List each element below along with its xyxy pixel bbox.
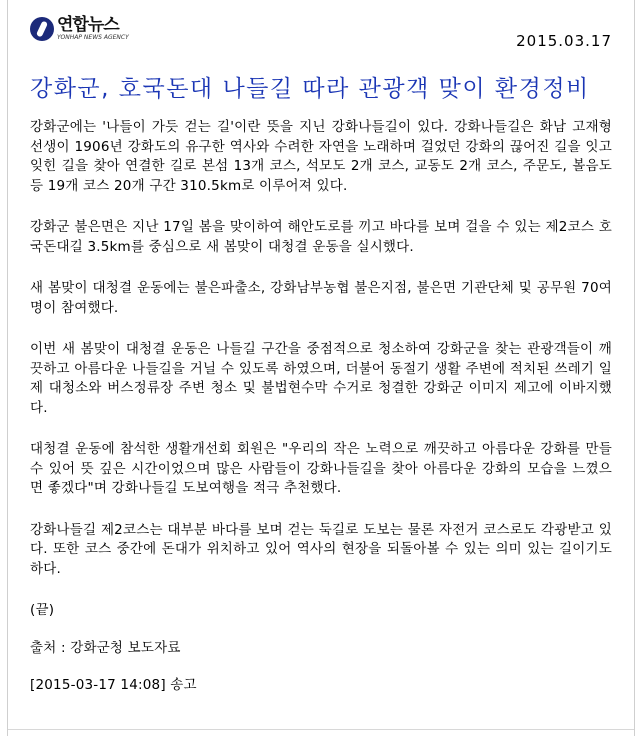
header bbox=[8, 0, 634, 58]
paragraph: 새 봄맞이 대청결 운동에는 불은파출소, 강화남부농협 불은지점, 불은면 기관단체 및 공무원 70여 명이 참여했다. bbox=[30, 280, 612, 316]
article-title: 강화군, 호국돈대 나들길 따라 관광객 맞이 환경정비 bbox=[30, 76, 590, 102]
logo-korean-text: 연합뉴스 bbox=[57, 15, 119, 35]
paragraph: 대청결 운동에 참석한 생활개선회 회원은 "우리의 작은 노력으로 깨끗하고 아름다운 강화를 만들 수 있어 뜻 깊은 시간이었으며 많은 사람들이 강화나들길을 찾아 아름다운 강화의 모습을 느꼈으면 좋겠다"며 강화나들길 도보여행을 적극 추천했다. bbox=[30, 441, 612, 496]
article-body bbox=[30, 118, 612, 696]
paragraph: 강화군에는 '나들이 가듯 걷는 길'이란 뜻을 지닌 강화나들길이 있다. 강화나들길은 화남 고재형 선생이 1906년 강화도의 유구한 역사와 수려한 자연을 노래하며 걸었던 강화의 끊어진 길을 잇고 잊힌 길을 찾아 연결한 길로 본섬 13개 코스, 석모도 2개 코스, 교동도 2개 코스, 주문도, 볼음도 등 19개 코스 20개 구간 310.5km로 이루어져 있다. bbox=[30, 119, 612, 194]
publish-date: 2015.03.17 bbox=[516, 32, 612, 50]
yonhap-logo bbox=[30, 17, 129, 41]
bottom-divider bbox=[8, 729, 634, 730]
paragraph: 강화군 불은면은 지난 17일 봄을 맞이하여 해안도로를 끼고 바다를 보며 걸을 수 있는 제2코스 호국돈대길 3.5km를 중심으로 새 봄맞이 대청결 운동을 실시했다. bbox=[30, 219, 612, 255]
send-timestamp: [2015-03-17 14:08] 송고 bbox=[30, 677, 197, 693]
source-line: 출처 : 강화군청 보도자료 bbox=[30, 639, 181, 656]
paragraph: 강화나들길 제2코스는 대부분 바다를 보며 걷는 둑길로 도보는 물론 자전거 코스로도 각광받고 있다. 또한 코스 중간에 돈대가 위치하고 있어 역사의 현장을 되돌아볼 수 있는 의미 있는 길이기도 하다. bbox=[30, 521, 612, 577]
logo-english-text: YONHAP NEWS AGENCY bbox=[57, 34, 129, 41]
end-mark: (끝) bbox=[30, 602, 55, 618]
article-page bbox=[7, 0, 635, 736]
paragraph: 이번 새 봄맞이 대청결 운동은 나들길 구간을 중점적으로 청소하여 강화군을 찾는 관광객들이 깨끗하고 아름다운 나들길을 거닐 수 있도록 하였으며, 더불어 동절기 생활 주변에 적치된 쓰레기 일제 대청소와 버스정류장 주변 청소 및 불법현수막 수거로 청결한 강화군 이미지 제고에 이바지했다. bbox=[30, 341, 612, 416]
yonhap-logo-icon bbox=[30, 17, 54, 41]
